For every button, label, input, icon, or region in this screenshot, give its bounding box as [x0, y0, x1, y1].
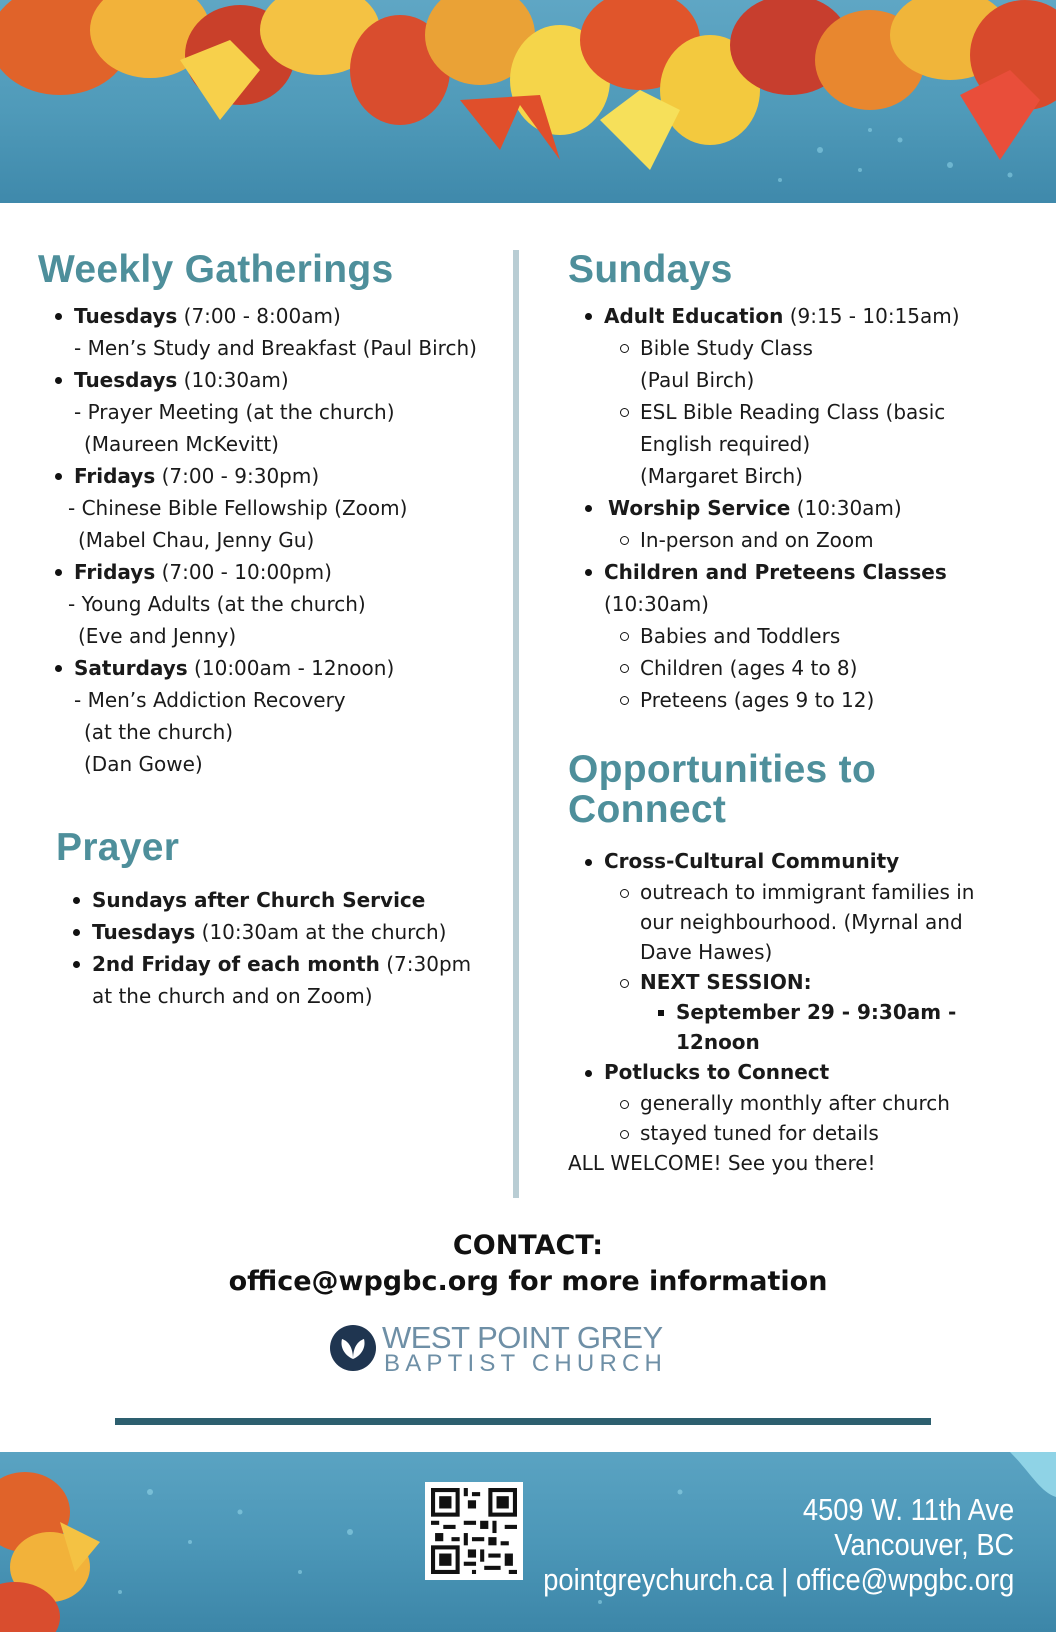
sundays-section [568, 250, 960, 716]
sub-list-item: Bible Study Class [568, 332, 960, 364]
list-item [56, 916, 471, 948]
bottom-rule [115, 1418, 931, 1425]
item-time: (10:30am) [604, 592, 709, 616]
welcome-note: ALL WELCOME! See you there! [568, 1151, 876, 1175]
sub-list-item-cont: (Paul Birch) [640, 368, 755, 392]
day-label: Saturdays [74, 656, 188, 680]
sub-sub-list-item-cont [568, 1027, 974, 1057]
day-label: Fridays [74, 560, 156, 584]
qr-code-icon [431, 1488, 517, 1574]
church-logo [328, 1322, 688, 1376]
list-item-detail: - Men’s Study and Breakfast (Paul Birch) [74, 336, 477, 360]
list-item [38, 300, 477, 332]
time-label: (7:00 - 10:00pm) [155, 560, 332, 584]
sub-list-item: outreach to immigrant families in [568, 877, 974, 907]
sub-list-item-cont: Dave Hawes) [640, 940, 773, 964]
list-item-detail: (Mabel Chau, Jenny Gu) [78, 528, 315, 552]
item-label: Potlucks to Connect [604, 1060, 830, 1084]
leaf-logo-icon [330, 1325, 376, 1371]
sub-list-item: Babies and Toddlers [568, 620, 960, 652]
sub-list-item-cont: (Margaret Birch) [640, 464, 803, 488]
list-item [56, 884, 471, 916]
list-item-detail: (at the church) [84, 720, 234, 744]
list-item-detail: - Men’s Addiction Recovery [74, 688, 346, 712]
item-label: Cross-Cultural Community [604, 849, 900, 873]
opportunities-heading [568, 750, 974, 830]
time-label: (7:00 - 9:30pm) [155, 464, 320, 488]
sub-list-item: In-person and on Zoom [568, 524, 960, 556]
time-label: (10:00am - 12noon) [187, 656, 395, 680]
logo-text-line2: BAPTIST CHURCH [384, 1350, 668, 1377]
prayer-item-label: Tuesdays [92, 920, 196, 944]
logo-text-line1: WEST POINT GREY [382, 1320, 663, 1355]
contact-block [0, 1228, 1056, 1300]
sub-list-item [568, 967, 974, 997]
website-and-email[interactable]: pointgreychurch.ca | office@wpgbc.org [542, 1562, 1014, 1597]
time-label: (10:30am) [177, 368, 289, 392]
list-item-detail: (Maureen McKevitt) [84, 432, 279, 456]
weekly-gatherings-heading: Weekly Gatherings [38, 248, 394, 291]
prayer-item-detail: at the church and on Zoom) [92, 984, 373, 1008]
day-label: Tuesdays [74, 304, 178, 328]
list-item-detail: (Eve and Jenny) [78, 624, 237, 648]
item-time: (10:30am) [790, 496, 902, 520]
sub-list-item-cont: our neighbourhood. (Myrnal and [640, 910, 963, 934]
opportunities-section [568, 750, 974, 1178]
prayer-heading: Prayer [56, 826, 180, 869]
list-item [568, 492, 960, 524]
contact-label: CONTACT: [452, 1230, 604, 1261]
item-label: Adult Education [604, 304, 784, 328]
weekly-gatherings-section [38, 250, 477, 780]
session-date: September 29 - 9:30am - [676, 1000, 957, 1024]
list-item [568, 846, 974, 877]
sub-list-item-cont: English required) [640, 432, 811, 456]
prayer-item-label: Sundays after Church Service [92, 888, 426, 912]
street-address: 4509 W. 11th Ave [802, 1492, 1014, 1527]
session-time: 12noon [676, 1030, 760, 1054]
footer-banner [0, 1452, 1056, 1632]
item-label: Children and Preteens Classes [604, 560, 947, 584]
time-label: (7:00 - 8:00am) [177, 304, 341, 328]
sub-list-item: stayed tuned for details [568, 1118, 974, 1148]
sub-list-item: ESL Bible Reading Class (basic [568, 396, 960, 428]
sub-list-item: Preteens (ages 9 to 12) [568, 684, 960, 716]
contact-email-line[interactable]: office@wpgbc.org for more information [228, 1266, 828, 1297]
sundays-heading: Sundays [568, 248, 733, 291]
qr-code[interactable] [425, 1482, 523, 1580]
list-item-detail: (Dan Gowe) [84, 752, 203, 776]
opportunities-heading-line2: Connect [568, 788, 727, 831]
list-item [568, 556, 960, 588]
sub-list-item: generally monthly after church [568, 1088, 974, 1118]
list-item-detail: - Chinese Bible Fellowship (Zoom) [68, 496, 408, 520]
item-label: Worship Service [608, 496, 791, 520]
list-item [56, 948, 471, 980]
autumn-leaves-illustration [0, 0, 1056, 203]
autumn-leaves-banner [0, 0, 1056, 203]
list-item [568, 300, 960, 332]
city-address: Vancouver, BC [834, 1527, 1014, 1562]
prayer-item-label: 2nd Friday of each month [92, 952, 380, 976]
sub-list-item: Children (ages 4 to 8) [568, 652, 960, 684]
list-item [38, 652, 477, 684]
day-label: Fridays [74, 464, 156, 488]
next-session-label: NEXT SESSION: [640, 970, 812, 994]
list-item [38, 460, 477, 492]
prayer-item-detail: (10:30am at the church) [195, 920, 447, 944]
list-item [568, 1057, 974, 1088]
list-item [38, 556, 477, 588]
prayer-section [56, 828, 471, 1012]
sub-sub-list-item [568, 997, 974, 1027]
list-item-detail: - Prayer Meeting (at the church) [74, 400, 395, 424]
list-item [38, 364, 477, 396]
opportunities-heading-line1: Opportunities to [568, 748, 877, 791]
day-label: Tuesdays [74, 368, 178, 392]
address-block [543, 1492, 1014, 1597]
item-time: (9:15 - 10:15am) [783, 304, 960, 328]
list-item-detail: - Young Adults (at the church) [68, 592, 366, 616]
column-divider [513, 250, 519, 1198]
prayer-item-detail: (7:30pm [379, 952, 472, 976]
